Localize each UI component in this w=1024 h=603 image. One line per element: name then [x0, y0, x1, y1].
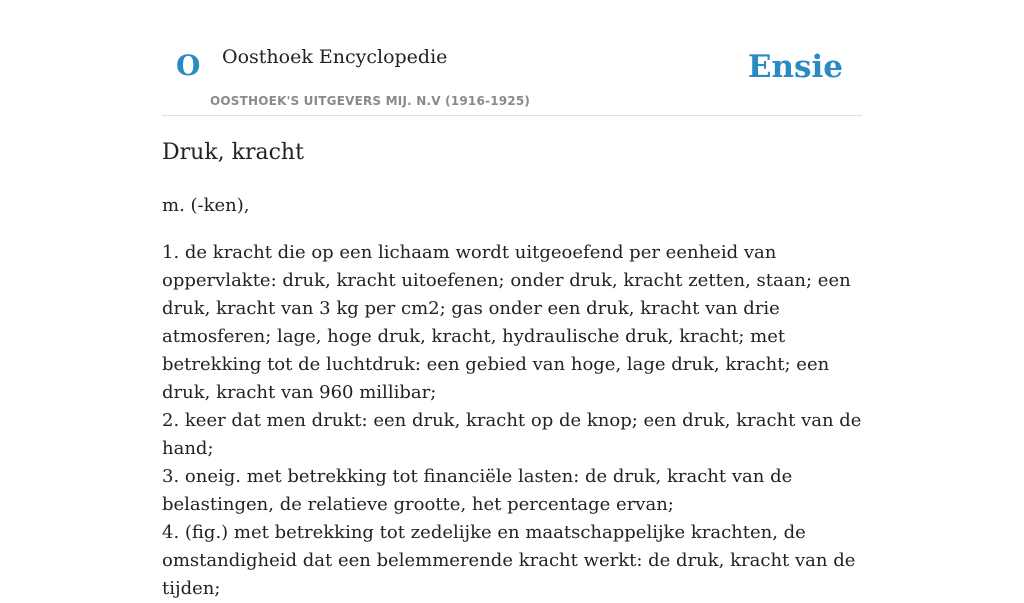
- source-logo-icon[interactable]: O: [176, 49, 201, 82]
- entry-page: [162, 0, 862, 599]
- source-header: [162, 0, 862, 116]
- entry-grammar: m. (-ken),: [162, 195, 250, 216]
- source-title-link[interactable]: Oosthoek Encyclopedie: [222, 46, 448, 68]
- entry-headword: Druk, kracht: [162, 140, 304, 165]
- source-subtitle: OOSTHOEK'S UITGEVERS MIJ. N.V (1916-1925): [210, 94, 531, 108]
- ensie-logo-link[interactable]: Ensie: [747, 49, 843, 85]
- entry-definition: 1. de kracht die op een lichaam wordt uitgeoefend per eenheid van oppervlakte: druk, kracht uitoefenen; onder druk, kracht zetten, staan; een druk, kracht van 3 kg per cm2; gas onder een druk, kracht van drie atmosferen; lage, hoge druk, kracht, hydraulische druk, kracht; met betrekking tot de luchtdruk: een gebied van hoge, lage druk, kracht; een druk, kracht van 960 millibar; 2. keer dat men drukt: een druk, kracht op de knop; een druk, kracht van de hand; 3. oneig. met betrekking tot financiële lasten: de druk, kracht van de belastingen, de relatieve grootte, het percentage ervan; 4. (fig.) met betrekking tot zedelijke en maatschappelijke krachten, de omstandigheid dat een belemmerende kracht werkt: de druk, kracht van de tijden;: [162, 242, 862, 599]
